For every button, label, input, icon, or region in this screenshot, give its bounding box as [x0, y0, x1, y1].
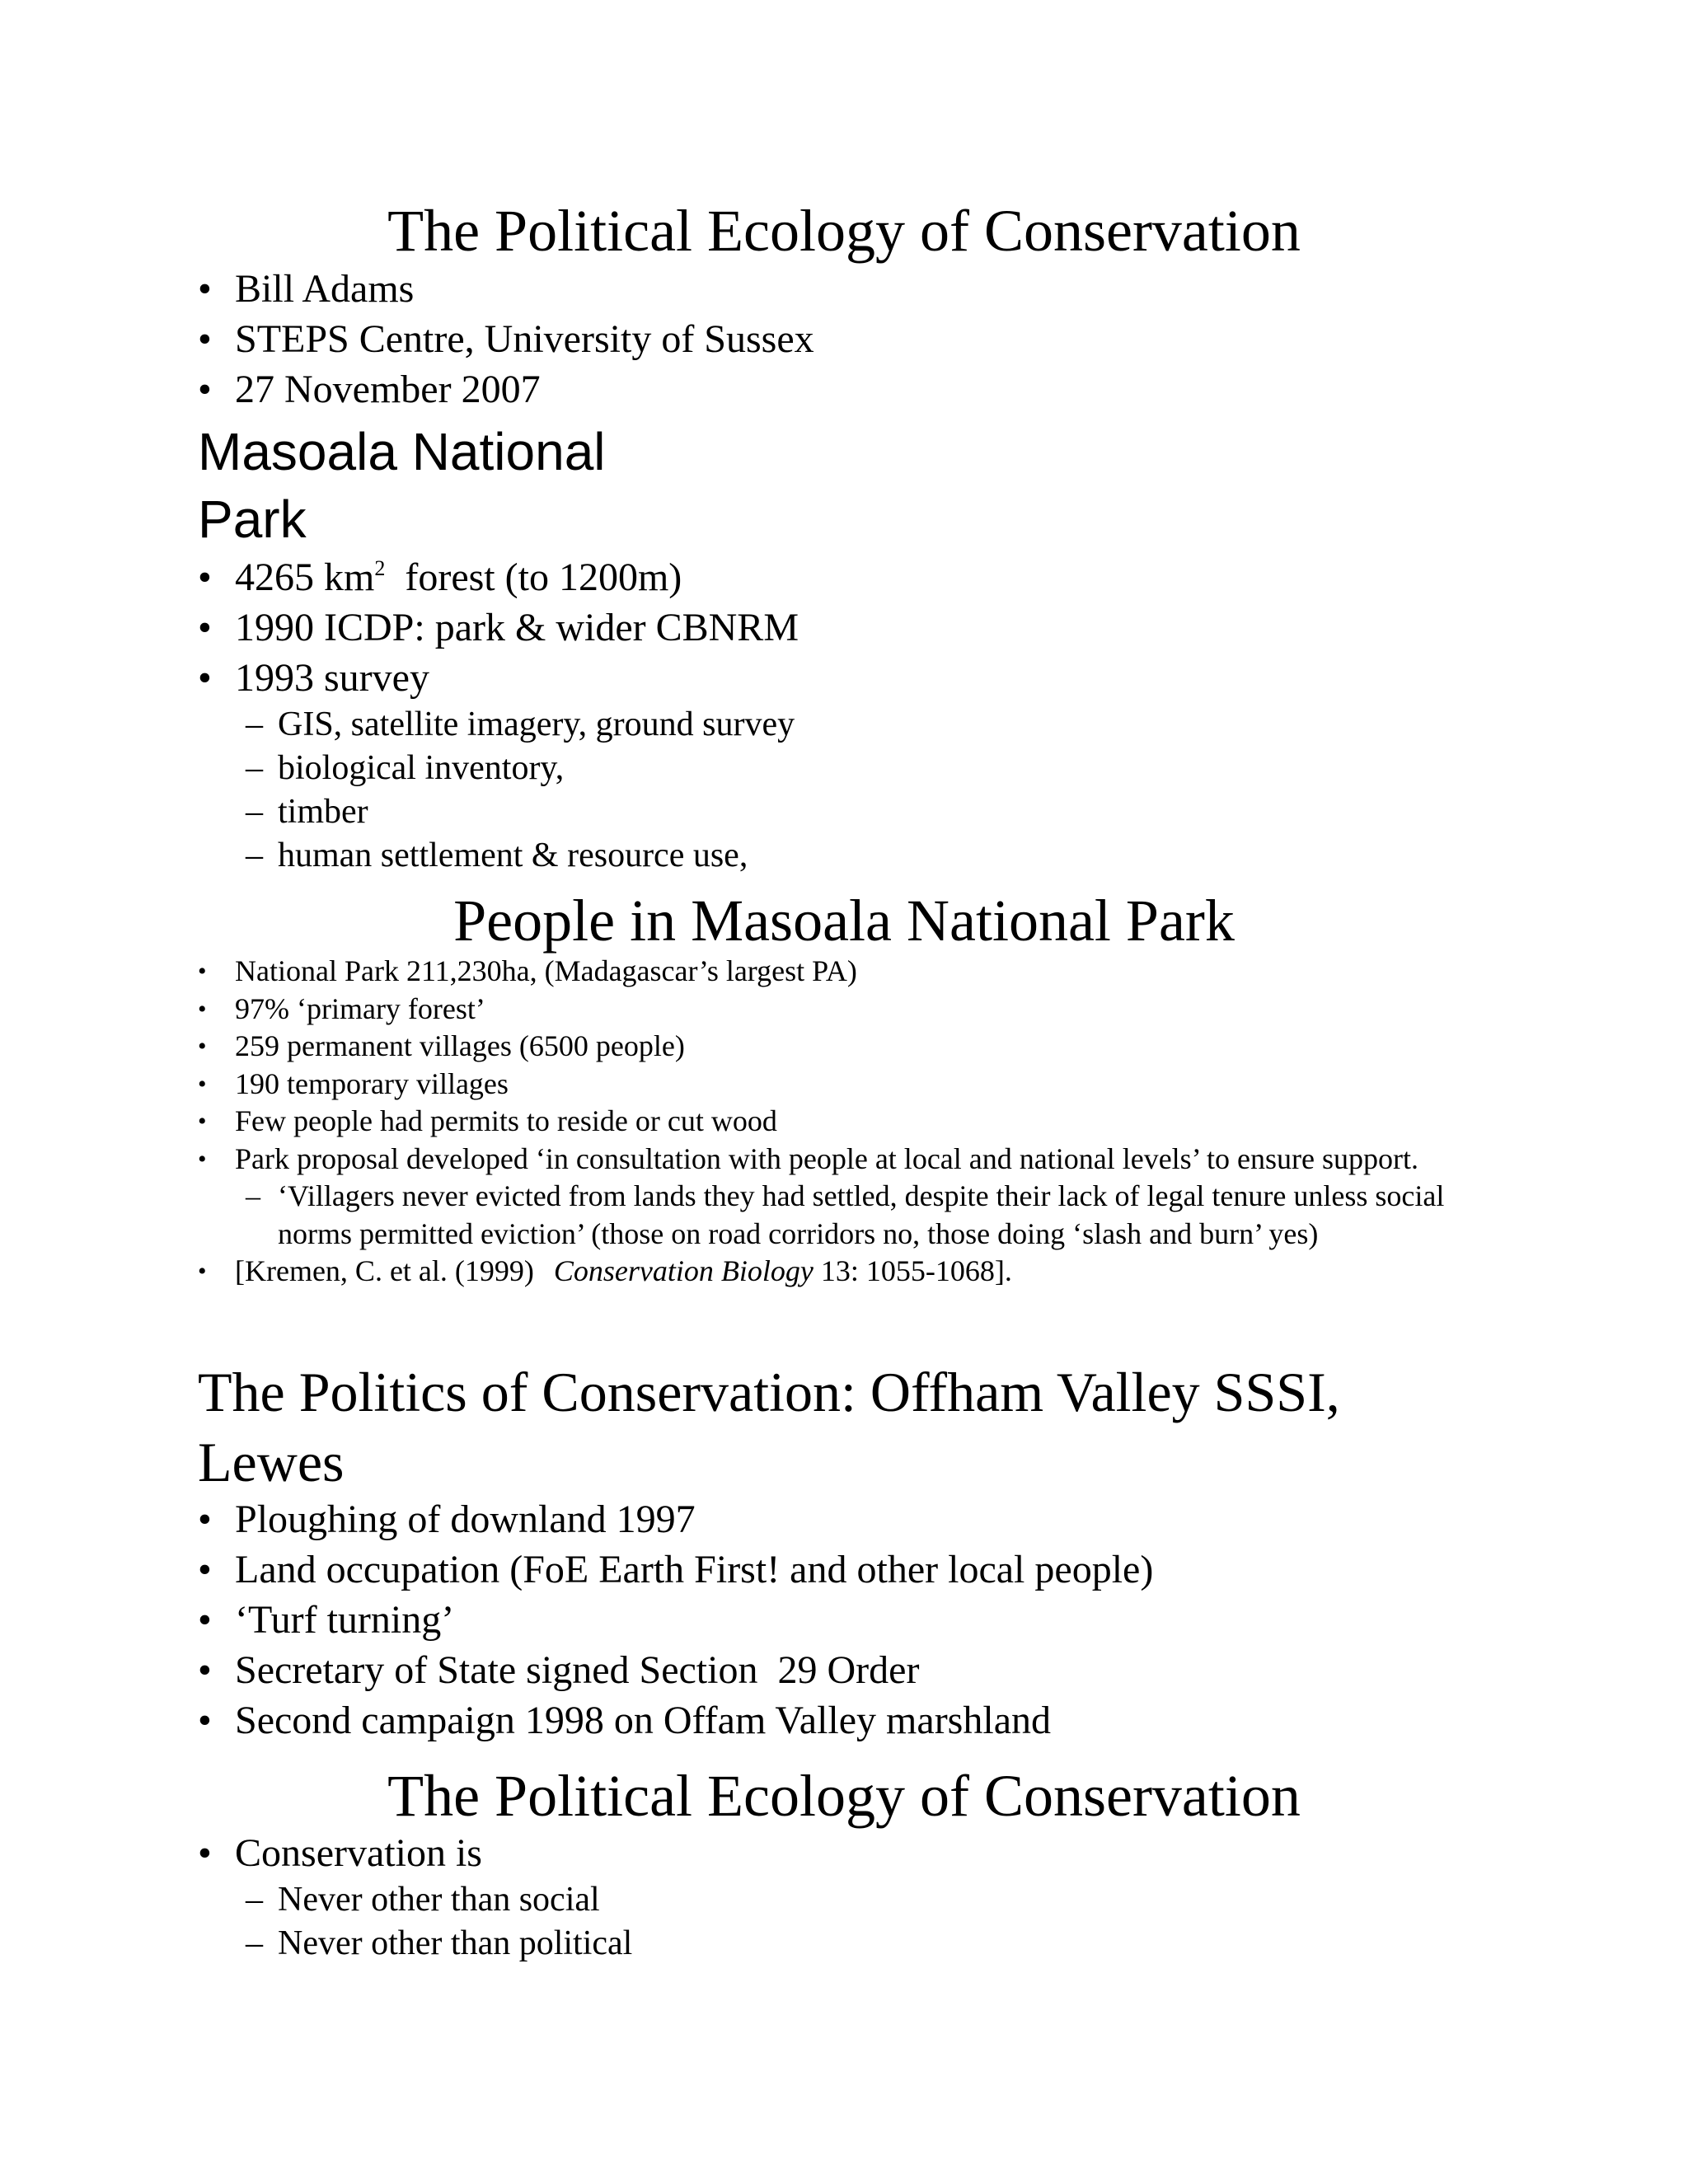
section4-item-order — [198, 1645, 1500, 1695]
citation-author: [Kremen, C. et al. (1999) — [235, 1254, 534, 1287]
section3-item: • 97% ‘primary forest’ — [198, 991, 1492, 1029]
area-value: 4265 km — [235, 555, 375, 599]
section2-item-icdp: • 1990 ICDP: park & wider CBNRM — [198, 602, 1500, 653]
section5-title: The Political Ecology of Conservation — [387, 1763, 1301, 1829]
section2-item-area — [198, 552, 1500, 602]
section3-title: People in Masoala National Park — [453, 888, 1235, 954]
section1-list — [198, 264, 1500, 415]
section2-title-line1: Masoala National — [198, 422, 606, 481]
section5-subitem: – Never other than political — [198, 1922, 1500, 1966]
survey-subitem: – human settlement & resource use, — [198, 834, 1500, 878]
section1-item-author: • Bill Adams — [198, 264, 1500, 314]
section3-item: • Park proposal developed ‘in consultation with people at local and national levels’ to ensure support. — [198, 1141, 1492, 1179]
survey-subitem: – biological inventory, — [198, 747, 1500, 790]
order-prefix: Secretary of State signed Section — [235, 1648, 758, 1692]
section4-item: • Land occupation (FoE Earth First! and other local people) — [198, 1544, 1500, 1595]
section3-item: • National Park 211,230ha, (Madagascar’s largest PA) — [198, 953, 1492, 991]
order-suffix: 29 Order — [777, 1648, 920, 1692]
section3-list — [198, 953, 1492, 1291]
section4-title-line1: The Politics of Conservation: Offham Valley SSSI, — [198, 1361, 1340, 1423]
section2-list — [198, 552, 1500, 878]
survey-subitem: – GIS, satellite imagery, ground survey — [198, 703, 1500, 747]
survey-subitem: – timber — [198, 790, 1500, 834]
section2-item-survey: • 1993 survey — [198, 653, 1500, 703]
section4-item: • Ploughing of downland 1997 — [198, 1494, 1500, 1544]
section4-item: • Second campaign 1998 on Offam Valley marshland — [198, 1695, 1500, 1746]
section5-item: • Conservation is — [198, 1828, 1500, 1878]
citation-volume: 13: 1055-1068]. — [820, 1254, 1012, 1287]
area-unit-superscript: 2 — [374, 556, 386, 580]
section3-subitem-quote: – ‘Villagers never evicted from lands they had settled, despite their lack of legal tenure unless social norms permitted eviction’ (those on road corridors no, those doing ‘slash and burn’ yes) — [198, 1178, 1492, 1253]
section4-list — [198, 1494, 1500, 1746]
section4-title-line2: Lewes — [198, 1431, 345, 1493]
section4-item: • ‘Turf turning’ — [198, 1595, 1500, 1645]
citation-journal: Conservation Biology — [553, 1254, 814, 1287]
section3-item: • Few people had permits to reside or cut wood — [198, 1103, 1492, 1141]
area-description: forest (to 1200m) — [405, 555, 682, 599]
section1-item-affiliation: • STEPS Centre, University of Sussex — [198, 314, 1500, 364]
section3-citation — [198, 1253, 1492, 1291]
section3-item: • 259 permanent villages (6500 people) — [198, 1028, 1492, 1066]
section1-title: The Political Ecology of Conservation — [387, 198, 1301, 264]
section5-subitem: – Never other than social — [198, 1878, 1500, 1922]
section1-item-date: • 27 November 2007 — [198, 364, 1500, 415]
section5-list — [198, 1828, 1500, 1966]
section3-item: • 190 temporary villages — [198, 1066, 1492, 1104]
section2-title-line2: Park — [198, 490, 307, 549]
